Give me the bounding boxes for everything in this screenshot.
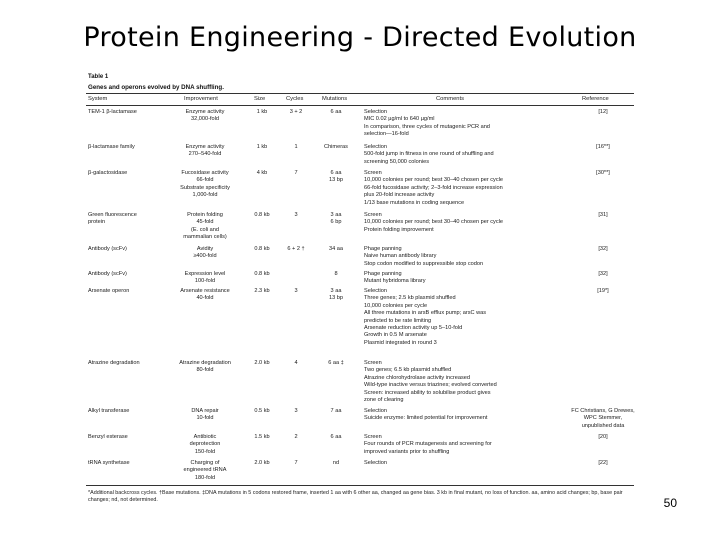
cell-reference: [16**] (596, 144, 610, 150)
cell-comments: Selection 500-fold jump in fitness in one round of shuffling and screening 50,000 colonies (364, 144, 494, 165)
cell-improvement: Enzyme activity 270–540-fold (185, 144, 225, 158)
cell-comments: Selection MIC 0.02 µg/ml to 640 µg/ml In comparison, three cycles of mutagenic PCR and selection—16-fold (364, 109, 490, 138)
cell-reference: [31] (598, 212, 608, 218)
cell-mutations: 6 aa ‡ (328, 360, 344, 366)
col-header-comments: Comments (436, 96, 465, 102)
cell-system: Antibody (scFv) (88, 246, 127, 252)
cell-improvement: Atrazine degradation 80-fold (179, 360, 231, 374)
header-top-rule (86, 93, 634, 94)
cell-reference: [22] (598, 460, 608, 466)
col-header-size: Size (254, 96, 266, 102)
cell-mutations: 6 aa (330, 434, 342, 440)
cell-reference: [20] (598, 434, 608, 440)
cell-size: 0.5 kb (254, 408, 270, 414)
col-header-cycles: Cycles (286, 96, 304, 102)
cell-mutations: 6 aa 13 bp (329, 170, 343, 184)
cell-system: Benzyl esterase (88, 434, 128, 440)
col-header-reference: Reference (582, 96, 609, 102)
cell-size: 0.8 kb (254, 246, 270, 252)
cell-comments: Screen 10,000 colonies per round; best 30–40 chosen per cycle 66-fold fucosidase activity; 2–3-fold increase expression plus 20-fold increase activity 1/13 base mutations in coding sequence (364, 170, 504, 206)
cell-improvement: Fucosidase activity 66-fold Substrate specificity 1,000-fold (180, 170, 230, 199)
cell-improvement: Antibiotic deprotection 150-fold (189, 434, 221, 455)
cell-size: 2.0 kb (254, 460, 270, 466)
cell-cycles: 7 (294, 460, 298, 466)
cell-mutations: 6 aa (330, 109, 342, 115)
cell-cycles: 2 (294, 434, 298, 440)
cell-size: 4 kb (256, 170, 268, 176)
cell-system: β-lactamase family (88, 144, 135, 150)
cell-improvement: DNA repair 10-fold (191, 408, 219, 422)
cell-cycles: 3 (294, 288, 298, 294)
cell-comments: Screen Four rounds of PCR mutagenesis and screening for improved variants prior to shuffling (364, 434, 492, 455)
cell-mutations: 3 aa 6 bp (330, 212, 342, 226)
cell-comments: Selection Suicide enzyme: limited potential for improvement (364, 408, 488, 422)
cell-size: 1 kb (256, 109, 268, 115)
cell-cycles: 4 (294, 360, 298, 366)
cell-improvement: Expression level 100-fold (184, 271, 226, 285)
cell-reference: [32] (598, 271, 608, 277)
table-subtitle: Genes and operons evolved by DNA shuffling. (88, 84, 224, 91)
cell-reference: [30**] (596, 170, 610, 176)
cell-comments: Selection (364, 460, 388, 466)
cell-mutations: 34 aa (329, 246, 343, 252)
cell-improvement: Arsenate resistance 40-fold (180, 288, 230, 302)
cell-cycles: 1 (294, 144, 298, 150)
col-header-mutations: Mutations (322, 96, 348, 102)
table-footnote: *Additional backcross cycles. †Base mutations. ‡DNA mutations in 5 codons restored frame, inserted 1 aa with 6 other aa, changed aa gene bias. 3 kb in final mutant, no loss of function. aa, amino acid changes; bp, base pair changes; nd, not determined. (88, 490, 623, 503)
cell-mutations: 3 aa 13 bp (329, 288, 343, 302)
table-document (82, 72, 637, 512)
cell-size: 1 kb (256, 144, 268, 150)
cell-reference: FC Christians, G Drewes, WPC Stemmer, unpublished data (571, 408, 635, 429)
cell-system: Antibody (scFv) (88, 271, 127, 277)
cell-mutations: Chimeras (324, 144, 348, 150)
cell-system: Atrazine degradation (88, 360, 140, 366)
col-header-improvement: Improvement (184, 96, 218, 102)
cell-system: tRNA synthetase (88, 460, 130, 466)
cell-mutations: nd (332, 460, 340, 466)
cell-comments: Screen 10,000 colonies per round; best 30–40 chosen per cycle Protein folding improvement (364, 212, 504, 233)
cell-reference: [32] (598, 246, 608, 252)
cell-comments: Phage panning Naive human antibody library Stop codon modified to suppressible stop codon (364, 246, 484, 267)
cell-mutations: 7 aa (330, 408, 342, 414)
table-bottom-rule (86, 485, 634, 486)
table-caption: Table 1 (88, 74, 109, 80)
cell-cycles: 3 (294, 408, 298, 414)
col-header-system: System (88, 96, 108, 102)
page-number: 50 (663, 496, 677, 510)
cell-cycles: 7 (294, 170, 298, 176)
cell-system: Arsenate operon (88, 288, 130, 294)
cell-system: Alkyl transferase (88, 408, 130, 414)
cell-size: 0.8 kb (254, 212, 270, 218)
cell-improvement: Avidity ≥400-fold (193, 246, 217, 260)
cell-size: 1.5 kb (254, 434, 270, 440)
cell-system: β-galactosidase (88, 170, 128, 176)
slide-title: Protein Engineering - Directed Evolution (83, 22, 637, 53)
cell-cycles: 6 + 2 † (287, 246, 305, 252)
cell-system: Green fluorescence protein (88, 212, 137, 226)
cell-mutations: 8 (334, 271, 338, 277)
cell-system: TEM-1 β-lactamase (88, 109, 137, 115)
cell-improvement: Charging of engineered tRNA 180-fold (183, 460, 227, 481)
cell-cycles: 3 + 2 (289, 109, 303, 115)
cell-reference: [19*] (597, 288, 609, 294)
cell-comments: Screen Two genes; 6.5 kb plasmid shuffled Atrazine chlorohydrolase activity increased Wild-type inactive versus triazines; evolved converted Screen: increased ability to solubilise product gives zone of clearing (364, 360, 497, 404)
cell-size: 0.8 kb (254, 271, 270, 277)
cell-improvement: Protein folding 45-fold (E. coli and mammalian cells) (183, 212, 227, 241)
cell-reference: [12] (598, 109, 608, 115)
header-bottom-rule (86, 105, 634, 106)
cell-improvement: Enzyme activity 32,000-fold (185, 109, 225, 123)
cell-comments: Selection Three genes; 2.5 kb plasmid shuffled 10,000 colonies per cycle All three mutations in arsB efflux pump; arsC was predicted to be rate limiting Arsenate reduction activity up 5–10-fold Growth in 0.5 M arsenate Plasmid integrated in round 3 (364, 288, 487, 346)
cell-size: 2.3 kb (254, 288, 270, 294)
cell-cycles: 3 (294, 212, 298, 218)
cell-size: 2.0 kb (254, 360, 270, 366)
cell-comments: Phage panning Mutant hybridoma library (364, 271, 426, 285)
